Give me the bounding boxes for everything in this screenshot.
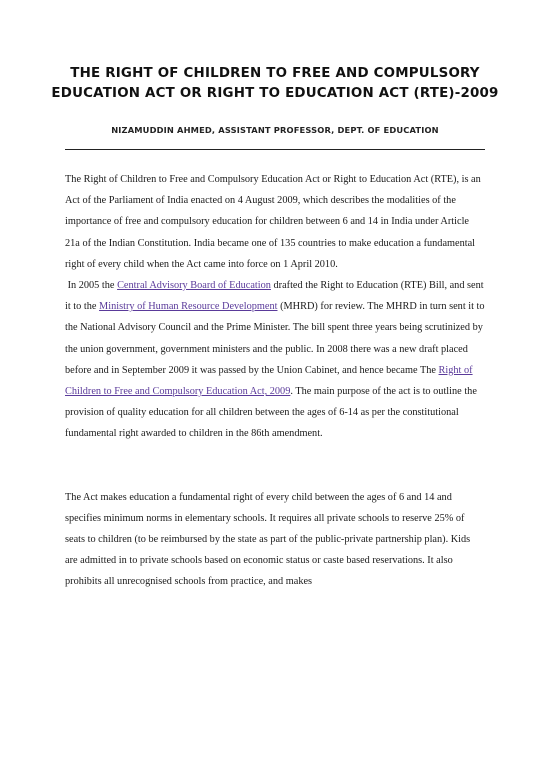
document-body (65, 169, 485, 593)
paragraph-provisions: The Act makes education a fundamental right of every child between the ages of 6 and 14 and specifies minimum norms in elementary schools. It requires all private schools to reserve 25% of seats to children (to be reimbursed by the state as part of the public-private partnership plan). Kids are admitted in to private schools based on economic status or caste based reservations. It also prohibits all unrecognised schools from practice, and makes (65, 491, 471, 588)
link-rte-act-2009[interactable]: Right of Children to Free and Compulsory Education Act, 2009 (65, 364, 473, 398)
paragraph-history (65, 275, 485, 445)
paragraph-intro: The Right of Children to Free and Compulsory Education Act or Right to Education Act (RTE), is an Act of the Parliament of India enacted on 4 August 2009, which describes the modalities of the importance of free and compulsory education for children between 6 and 14 in India under Article 21a of the Indian Constitution. India became one of 135 countries to make education a fundamental right of every child when the Act came into force on 1 April 2010. (65, 174, 481, 270)
document-title: THE RIGHT OF CHILDREN TO FREE AND COMPULSORY EDUCATION ACT OR RIGHT TO EDUCATION ACT (RTE)-2009 (51, 66, 499, 101)
paragraph-history-text-3: (MHRD) for review. The MHRD in turn sent it to the National Advisory Council and the Prime Minister. The bill spent three years being scrutinized by the union government, government ministers and the public. In 2008 there was a new draft placed before and in September 2009 it was passed by the Union Cabinet, and hence became The (65, 301, 485, 376)
paragraph-spacer (65, 445, 485, 487)
author-line: NIZAMUDDIN AHMED, ASSISTANT PROFESSOR, DEPT. OF EDUCATION (111, 125, 439, 135)
paragraph-history-text-4: . The main purpose of the act is to outline the provision of quality education for all children between the ages of 6-14 as per the constitutional fundamental right awarded to children in the 86th amendment. (65, 386, 477, 440)
paragraph-history-text-1: In 2005 the (67, 280, 118, 292)
link-central-advisory-board[interactable]: Central Advisory Board of Education (117, 280, 271, 292)
link-ministry-hrd[interactable]: Ministry of Human Resource Development (99, 301, 278, 313)
paragraph-history-text-2: drafted the Right to Education (RTE) Bill, and sent it to the (65, 280, 484, 313)
header-divider (65, 149, 485, 150)
